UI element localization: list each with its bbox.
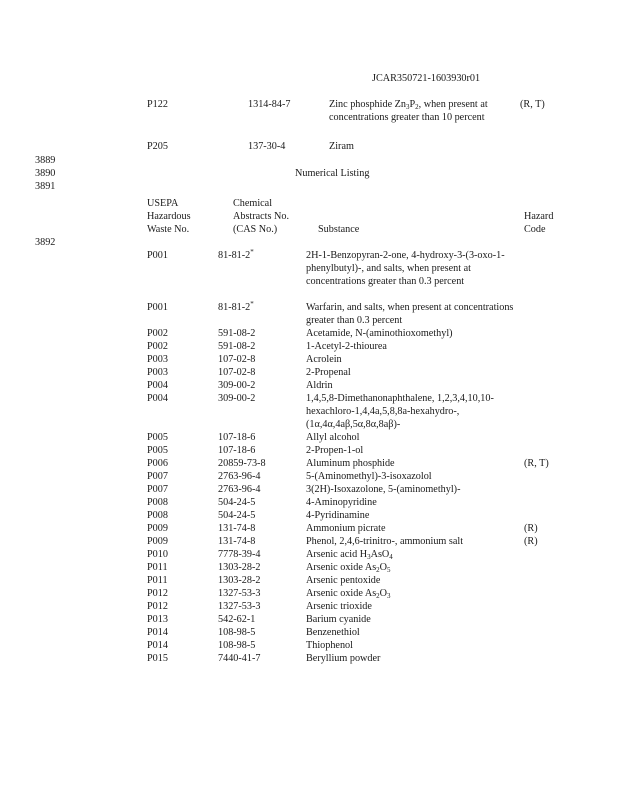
substance: 4-Aminopyridine — [306, 497, 377, 508]
cas-number: 2763-96-4 — [218, 471, 261, 482]
cas-number: 108-98-5 — [218, 640, 256, 651]
waste-number: P205 — [147, 141, 168, 152]
header-line: Hazardous — [147, 211, 191, 222]
header-line: (CAS No.) — [233, 224, 278, 235]
section-title: Numerical Listing — [295, 168, 370, 179]
waste-number: P014 — [147, 640, 168, 651]
substance: Acetamide, N-(aminothioxomethyl) — [306, 328, 453, 339]
substance: Arsenic oxide $As_2O_3$ — [306, 588, 391, 600]
substance: 3(2H)-Isoxazolone, 5-(aminomethyl)- — [306, 484, 461, 495]
cas-number: 137-30-4 — [248, 141, 286, 152]
waste-number: P013 — [147, 614, 168, 625]
substance: Ammonium picrate — [306, 523, 386, 534]
substance: Aluminum phosphide — [306, 458, 395, 469]
waste-number: P015 — [147, 653, 168, 664]
cas-number: 309-00-2 — [218, 380, 256, 391]
cas-number: 7778-39-4 — [218, 549, 261, 560]
cas-number: 81-81-2* — [218, 300, 254, 313]
cas-number: 1303-28-2 — [218, 562, 261, 573]
waste-number: P003 — [147, 354, 168, 365]
header-line: Abstracts No. — [233, 211, 290, 222]
cas-number: 1327-53-3 — [218, 601, 261, 612]
document-id: JCAR350721-1603930r01 — [372, 73, 481, 84]
hazard-code: (R) — [524, 523, 538, 534]
waste-number: P009 — [147, 536, 168, 547]
substance: Phenol, 2,4,6-trinitro-, ammonium salt — [306, 536, 464, 547]
cas-number: 131-74-8 — [218, 523, 256, 534]
header-cas-number — [233, 197, 289, 236]
waste-number: P011 — [147, 562, 168, 573]
line-number: 3890 — [35, 168, 56, 179]
header-substance: Substance — [318, 224, 360, 235]
waste-number: P012 — [147, 601, 168, 612]
line-number: 3891 — [35, 181, 56, 192]
hazard-code: (R, T) — [520, 99, 545, 110]
substance: Arsenic oxide $As_2O_5$ — [306, 562, 391, 574]
waste-number: P008 — [147, 497, 168, 508]
waste-number: P004 — [147, 380, 168, 391]
cas-number: 131-74-8 — [218, 536, 256, 547]
cas-number: 1327-53-3 — [218, 588, 261, 599]
cas-number: 504-24-5 — [218, 497, 256, 508]
substance: Thiophenol — [306, 640, 353, 651]
waste-number: P008 — [147, 510, 168, 521]
substance: 1-Acetyl-2-thiourea — [306, 341, 387, 352]
line-number: 3889 — [35, 155, 56, 166]
waste-number: P007 — [147, 471, 168, 482]
cas-number: 1314-84-7 — [248, 99, 291, 110]
header-line: Chemical — [233, 198, 273, 209]
waste-number: P005 — [147, 432, 168, 443]
substance: Allyl alcohol — [306, 432, 360, 443]
cas-number: 591-08-2 — [218, 328, 256, 339]
waste-number: P014 — [147, 627, 168, 638]
hazard-code: (R) — [524, 536, 538, 547]
substance: Barium cyanide — [306, 614, 371, 625]
substance: Warfarin, and salts, when present at concentrations greater than 0.3 percent — [306, 302, 514, 326]
substance: Beryllium powder — [306, 653, 381, 664]
substance: Acrolein — [306, 354, 342, 365]
substance: Zinc phosphide $Zn_3P_2$, when present at concentrations greater than 10 percent — [329, 99, 488, 123]
substance: Benzenethiol — [306, 627, 360, 638]
substance: Ziram — [329, 141, 354, 152]
cas-number: 20859-73-8 — [218, 458, 266, 469]
header-line: Hazard — [524, 211, 554, 222]
cas-number: 591-08-2 — [218, 341, 256, 352]
substance: Aldrin — [306, 380, 333, 391]
waste-number: P002 — [147, 328, 168, 339]
hazard-code: (R, T) — [524, 458, 549, 469]
cas-number: 81-81-2* — [218, 248, 254, 261]
cas-number: 107-18-6 — [218, 445, 256, 456]
waste-number: P011 — [147, 575, 168, 586]
cas-number: 2763-96-4 — [218, 484, 261, 495]
substance: Arsenic acid $H_3AsO_4$ — [306, 549, 393, 561]
substance: 2H-1-Benzopyran-2-one, 4-hydroxy-3-(3-oxo-1-phenylbutyl)-, and salts, when present at concentrations greater than 0.3 percent — [306, 250, 505, 287]
cas-number: 504-24-5 — [218, 510, 256, 521]
waste-number: P006 — [147, 458, 168, 469]
waste-number: P003 — [147, 367, 168, 378]
cas-number: 1303-28-2 — [218, 575, 261, 586]
substance: 4-Pyridinamine — [306, 510, 370, 521]
waste-number: P012 — [147, 588, 168, 599]
cas-number: 542-62-1 — [218, 614, 256, 625]
substance: 2-Propenal — [306, 367, 351, 378]
cas-number: 107-02-8 — [218, 354, 256, 365]
substance: 5-(Aminomethyl)-3-isoxazolol — [306, 471, 432, 482]
waste-number: P005 — [147, 445, 168, 456]
cas-number: 7440-41-7 — [218, 653, 261, 664]
cas-number: 108-98-5 — [218, 627, 256, 638]
waste-number: P004 — [147, 393, 168, 404]
waste-number: P001 — [147, 250, 168, 261]
header-line: USEPA — [147, 198, 179, 209]
substance: Arsenic trioxide — [306, 601, 372, 612]
waste-number: P007 — [147, 484, 168, 495]
line-number: 3892 — [35, 237, 56, 248]
cas-number: 107-18-6 — [218, 432, 256, 443]
cas-number: 107-02-8 — [218, 367, 256, 378]
header-epa-waste-number — [147, 197, 191, 236]
header-hazard-code — [524, 210, 553, 236]
substance: Arsenic pentoxide — [306, 575, 381, 586]
cas-number: 309-00-2 — [218, 393, 256, 404]
waste-number: P002 — [147, 341, 168, 352]
substance: 1,4,5,8-Dimethanonaphthalene, 1,2,3,4,10,10-hexachloro-1,4,4a,5,8,8a-hexahydro-, (1α,4α,4aβ,5α,8α,8aβ)- — [306, 393, 494, 430]
waste-number: P122 — [147, 99, 168, 110]
waste-number: P009 — [147, 523, 168, 534]
waste-number: P001 — [147, 302, 168, 313]
header-line: Waste No. — [147, 224, 190, 235]
substance: 2-Propen-1-ol — [306, 445, 364, 456]
waste-number: P010 — [147, 549, 168, 560]
header-line: Code — [524, 224, 546, 235]
